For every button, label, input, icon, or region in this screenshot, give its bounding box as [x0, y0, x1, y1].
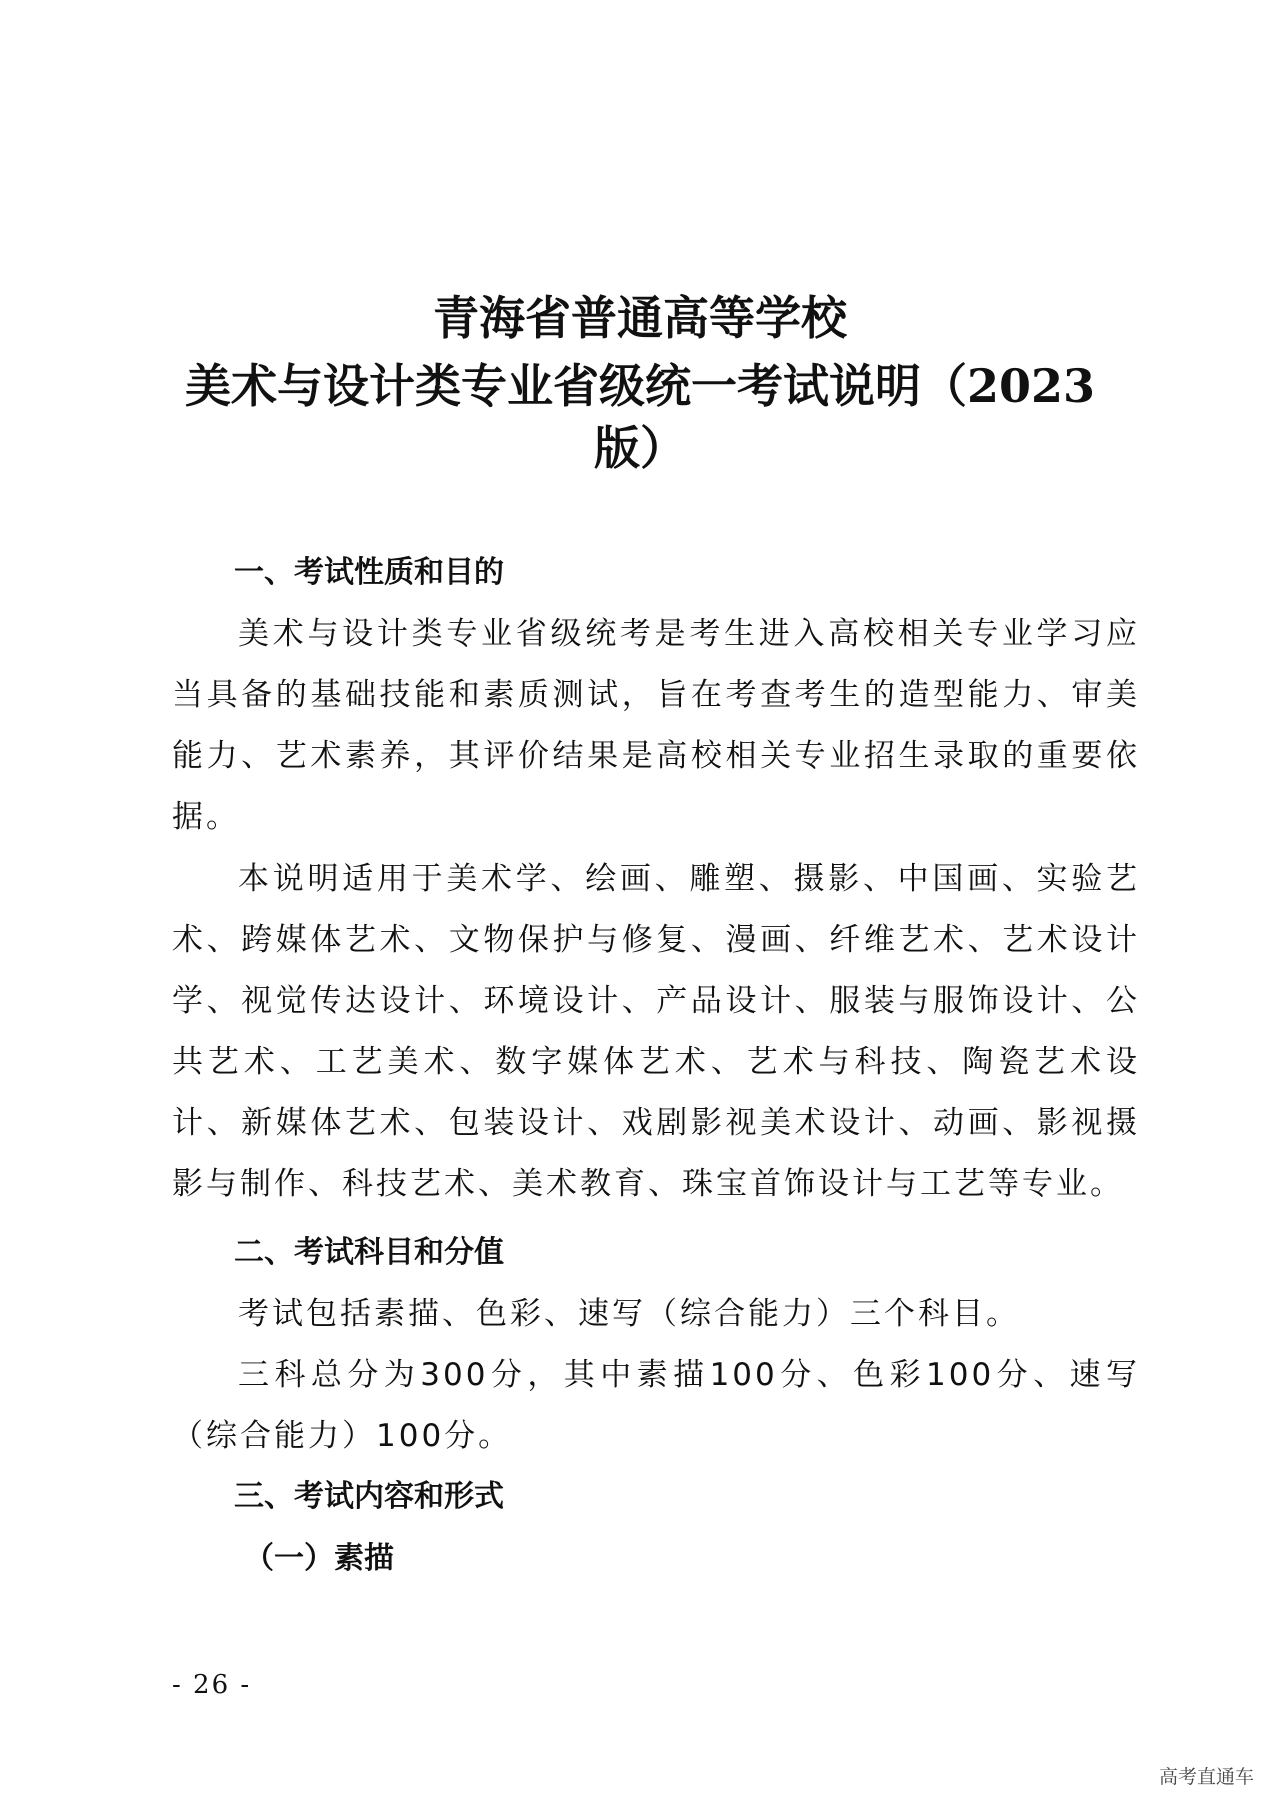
page-number: - 26 -	[172, 1670, 252, 1700]
paragraph-exam-nature: 美术与设计类专业省级统考是考生进入高校相关专业学习应当具备的基础技能和素质测试，旨在考查考生的造型能力、审美能力、艺术素养，其评价结果是高校相关专业招生录取的重要依据。	[172, 616, 1140, 835]
paragraph-applicable-majors: 本说明适用于美术学、绘画、雕塑、摄影、中国画、实验艺术、跨媒体艺术、文物保护与修复、漫画、纤维艺术、艺术设计学、视觉传达设计、环境设计、产品设计、服装与服饰设计、公共艺术、工艺美术、数字媒体艺术、艺术与科技、陶瓷艺术设计、新媒体艺术、包装设计、戏剧影视美术设计、动画、影视摄影与制作、科技艺术、美术教育、珠宝首饰设计与工艺等专业。	[172, 861, 1140, 1202]
section-heading-content-format: 三、考试内容和形式	[234, 1479, 504, 1514]
document-title-line-1: 青海省普通高等学校	[433, 291, 847, 345]
watermark-text: 高考直通车	[1158, 1766, 1254, 1788]
section-heading-subjects-scores: 二、考试科目和分值	[234, 1235, 504, 1270]
paragraph-subjects: 考试包括素描、色彩、速写（综合能力）三个科目。	[238, 1296, 1020, 1332]
document-title-line-2: 美术与设计类专业省级统一考试说明（2023	[184, 359, 1096, 413]
section-heading-nature-purpose: 一、考试性质和目的	[234, 555, 504, 590]
paragraph-scores: 三科总分为300分，其中素描100分、色彩100分、速写（综合能力）100分。	[172, 1357, 1140, 1454]
document-title-line-3: 版）	[594, 421, 686, 475]
subsection-heading-sketch: （一）素描	[244, 1541, 394, 1576]
